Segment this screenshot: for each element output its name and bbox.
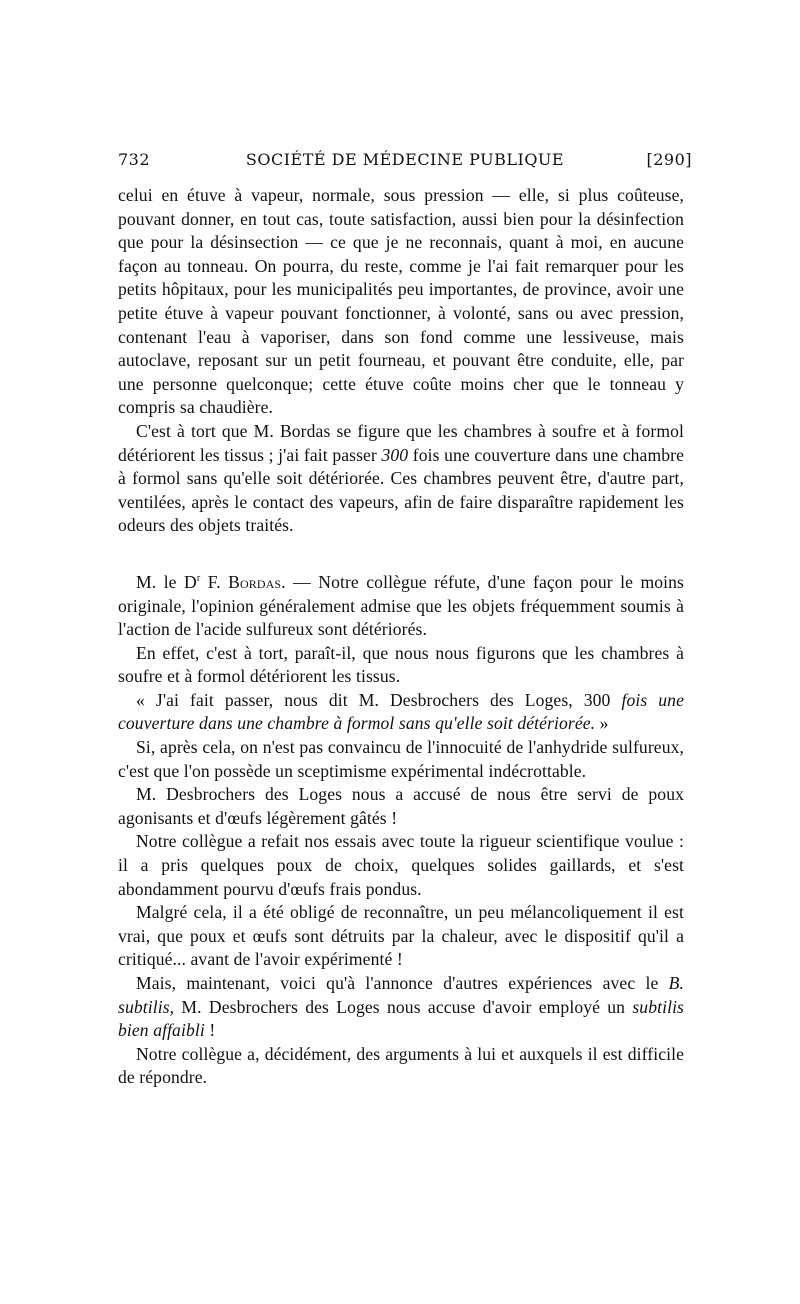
section-gap (118, 538, 684, 571)
bracket-page-number: [290] (646, 150, 692, 169)
paragraph-text: fois une couverture dans une chambre à formol sans qu'elle soit détériorée. Ces chambres peuvent être, d'autre part, ventilées, après le contact des vapeurs, afin de faire disparaître rapidement les odeurs des objets traités. (118, 444, 684, 536)
paragraph: Notre collègue a, décidément, des arguments à lui et auxquels il est difficile de répondre. (118, 1043, 684, 1088)
paragraph-text: ! (204, 1020, 216, 1041)
running-title: SOCIÉTÉ DE MÉDECINE PUBLIQUE (245, 150, 565, 169)
running-header (118, 150, 692, 172)
paragraph (118, 689, 684, 736)
paragraph (118, 571, 684, 642)
paragraph: En effet, c'est à tort, paraît-il, que nous nous figurons que les chambres à soufre et à formol détériorent les tissus. (118, 642, 684, 687)
speaker-name: F. Bordas. (207, 571, 286, 592)
paragraph: Malgré cela, il a été obligé de reconnaître, un peu mélancoliquement il est vrai, que poux et œufs sont détruits par la chaleur, avec le dispositif qu'il a critiqué... avant de l'avoir expérimenté ! (118, 902, 684, 970)
paragraph: M. Desbrochers des Loges nous a accusé de nous être servi de poux agonisants et d'œufs légèrement gâtés ! (118, 784, 684, 828)
paragraph-text: C'est à tort que M. Bordas se figure que les chambres à soufre et à formol détériorent les tissus ; j'ai fait passer (118, 420, 684, 465)
paragraph-text: Mais, maintenant, voici qu'à l'annonce d'autres expériences avec le (136, 973, 669, 993)
paragraph (118, 420, 684, 538)
quote-italic: fois une couverture dans une chambre à formol sans qu'elle soit détériorée. (118, 689, 684, 734)
superscript: r (196, 573, 201, 585)
paragraph-text: M. Desbrochers des Loges nous accuse d'avoir employé un (174, 996, 633, 1017)
paragraph: Si, après cela, on n'est pas convaincu de l'innocuité de l'anhydride sulfureux, c'est que l'on possède un sceptimisme expérimental indécrottable. (118, 737, 684, 781)
paragraph: Notre collègue a refait nos essais avec toute la rigueur scientifique voulue : il a pris quelques poux de choix, quelques solides gaillards, et s'est abondamment pourvu d'œufs frais pondus. (118, 831, 684, 899)
quote-text: « J'ai fait passer, nous dit M. Desbrochers des Loges, 300 (136, 689, 622, 710)
italic-term: subtilis bien affaibli (118, 996, 684, 1041)
quote-close: » (595, 713, 609, 734)
paragraph: celui en étuve à vapeur, normale, sous pression — elle, si plus coûteuse, pouvant donner, en tout cas, toute satisfaction, aussi bien pour la désinfection que pour la désinsection — ce que je ne reconnais, quant à moi, en aucune façon au tonneau. On pourra, du reste, comme je l'ai fait remarquer pour les petits hôpitaux, pour les municipalités peu importantes, de province, avoir une petite étuve à vapeur pouvant fonctionner, à volonté, sans ou avec pression, contenant l'eau à vaporiser, dans son fond comme une lessiveuse, mais autoclave, reposant sur un petit fourneau, et pouvant être conduite, elle, par une personne quelconque; cette étuve coûte moins cher que le tonneau y compris sa chaudière. (118, 185, 684, 418)
italic-term: B. subtilis, (118, 973, 684, 1017)
italic-number: 300 (381, 444, 409, 465)
speaker-prefix: M. le D (136, 571, 197, 592)
paragraph-text: — Notre collègue réfute, d'une façon pour le moins originale, l'opinion généralement admise que les objets fréquemment soumis à l'action de l'acide sulfureux sont détériorés. (118, 571, 684, 640)
page-body (118, 184, 684, 1090)
paragraph (118, 972, 684, 1043)
page-number: 732 (118, 150, 151, 169)
